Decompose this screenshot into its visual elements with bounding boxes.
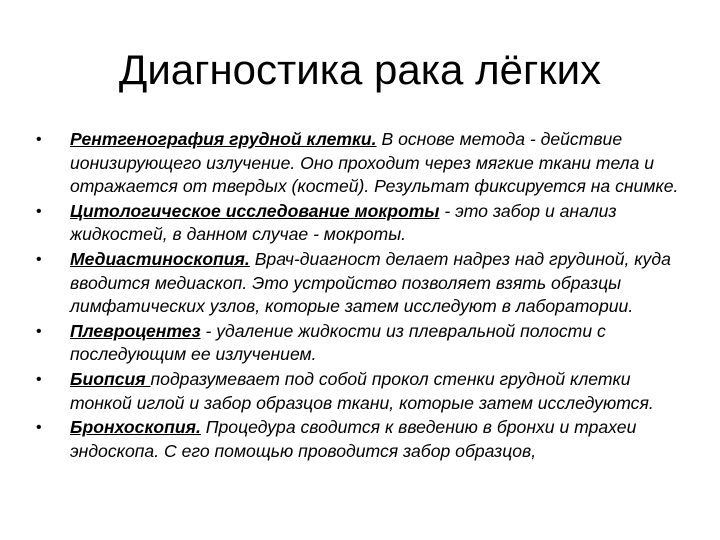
item-text: - это забор и анализ жидкостей, в данном случае - мокроты. — [70, 200, 617, 245]
list-item — [36, 416, 696, 463]
bullet-icon: • — [36, 322, 42, 340]
item-text: Процедура сводится к введению в бронхи и трахеи эндоскопа. С его помощью проводится забор образцов, — [70, 417, 637, 461]
list-item — [36, 200, 696, 247]
item-text: Врач-диагност делает надрез над грудиной, куда вводится медиаскоп. Это устройство позволяет взять образцы лимфатических узлов, которые затем исследуют в лаборатории. — [70, 248, 671, 317]
bullet-icon: • — [36, 202, 42, 220]
item-term: Биопсия — [70, 368, 151, 389]
item-term: Бронхоскопия. — [70, 417, 201, 438]
bullet-list — [36, 128, 696, 464]
list-item — [36, 248, 696, 319]
item-text: подразумевает под собой прокол стенки грудной клетки тонкой иглой и забор образцов ткани, которые затем исследуются. — [70, 368, 654, 413]
item-term: Медиастиноскопия. — [70, 248, 250, 269]
list-item — [36, 368, 696, 415]
list-item — [36, 128, 696, 199]
bullet-icon: • — [36, 250, 42, 268]
item-term: Плевроцентез — [70, 320, 201, 341]
bullet-icon: • — [36, 419, 42, 437]
item-text: В основе метода - действие ионизирующего излучение. Оно проходит через мягкие ткани тела и отражается от твердых (костей). Результат фиксируется на снимке. — [70, 129, 679, 197]
item-text: - удаление жидкости из плевральной полости с последующим ее излучением. — [70, 320, 606, 365]
item-term: Рентгенография грудной клетки. — [70, 129, 377, 149]
slide-title: Диагностика рака лёгких — [118, 46, 602, 93]
bullet-icon: • — [36, 131, 42, 148]
list-item — [36, 320, 696, 367]
bullet-icon: • — [36, 370, 42, 388]
item-term: Цитологическое исследование мокроты — [70, 200, 440, 221]
